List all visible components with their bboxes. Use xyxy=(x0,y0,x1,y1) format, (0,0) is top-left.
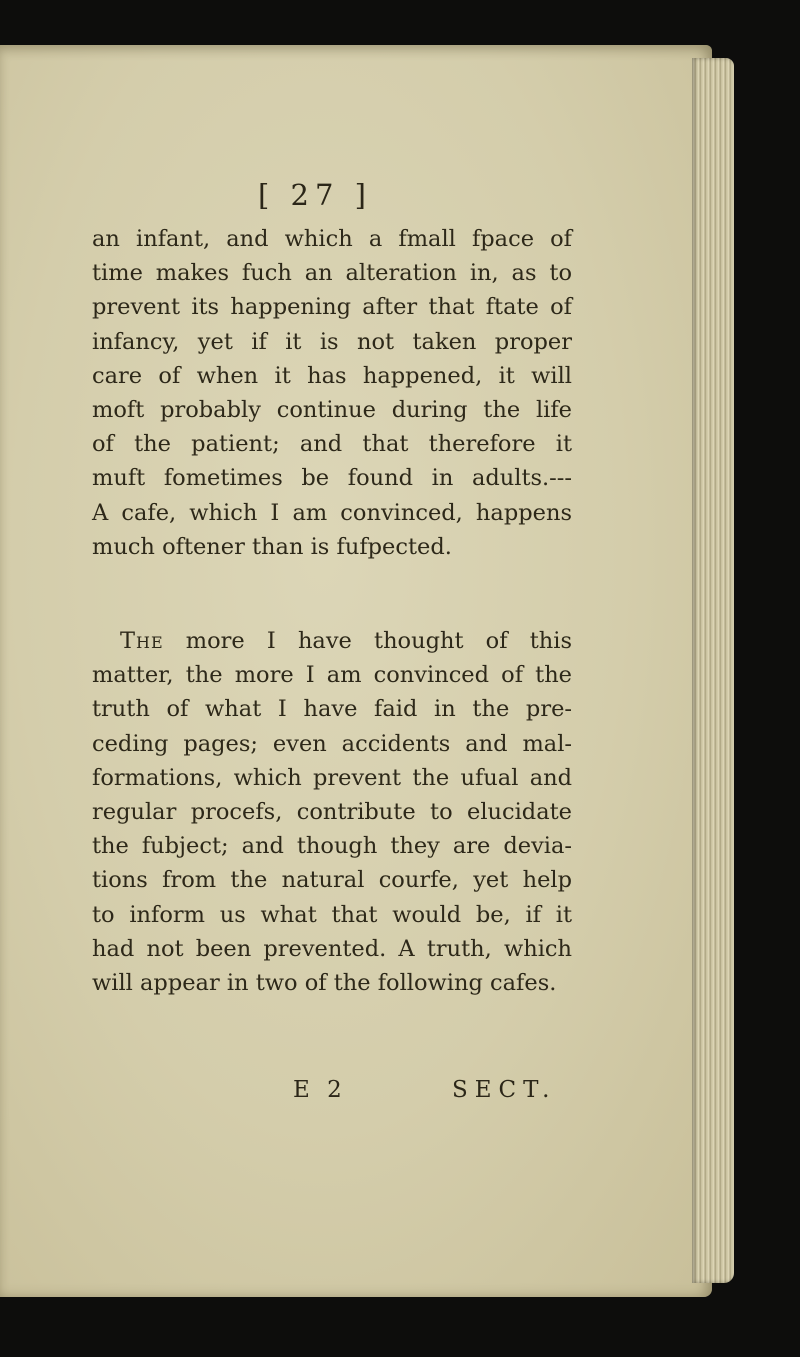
paragraph-2 xyxy=(92,624,572,1000)
text-line: infancy, yet if it is not taken proper xyxy=(92,328,572,355)
text-line: tions from the natural courfe, yet help xyxy=(92,867,572,894)
text-line: muft fometimes be found in adults.--- xyxy=(92,465,572,492)
paragraph-gap xyxy=(92,564,572,624)
text-line: had not been prevented. A truth, which xyxy=(92,935,572,962)
text-line: prevent its happening after that ftate of xyxy=(92,294,572,321)
body-text xyxy=(92,222,572,1000)
catchword: SECT. xyxy=(452,1077,557,1103)
text-line: an infant, and which a fmall fpace of xyxy=(92,226,572,252)
text-line: A cafe, which I am convinced, happens xyxy=(92,499,572,526)
text-line: matter, the more I am convinced of the xyxy=(92,662,572,689)
text-line xyxy=(92,624,572,658)
paragraph-1 xyxy=(92,222,572,564)
page-number: [ 27 ] xyxy=(258,178,372,212)
text-line: the fubject; and though they are devia- xyxy=(92,833,572,860)
text-line: regular procefs, contribute to elucidate xyxy=(92,799,572,826)
text-line: moft probably continue during the life xyxy=(92,397,572,424)
text-line: of the patient; and that therefore it xyxy=(92,431,572,458)
text-line: truth of what I have faid in the pre- xyxy=(92,696,572,723)
text-line: will appear in two of the following cafes. xyxy=(92,970,557,997)
text-line: much oftener than is fufpected. xyxy=(92,533,452,560)
text-line: care of when it has happened, it will xyxy=(92,362,572,389)
text-line: to inform us what that would be, if it xyxy=(92,901,572,928)
signature-mark: E 2 xyxy=(293,1077,347,1103)
page-edges xyxy=(692,58,734,1283)
text-line: ceding pages; even accidents and mal- xyxy=(92,730,572,757)
drop-word: The xyxy=(120,628,164,655)
text-line: time makes fuch an alteration in, as to xyxy=(92,260,572,287)
text-line: formations, which prevent the ufual and xyxy=(92,764,572,791)
text-line-rest: more I have thought of this xyxy=(185,628,572,655)
